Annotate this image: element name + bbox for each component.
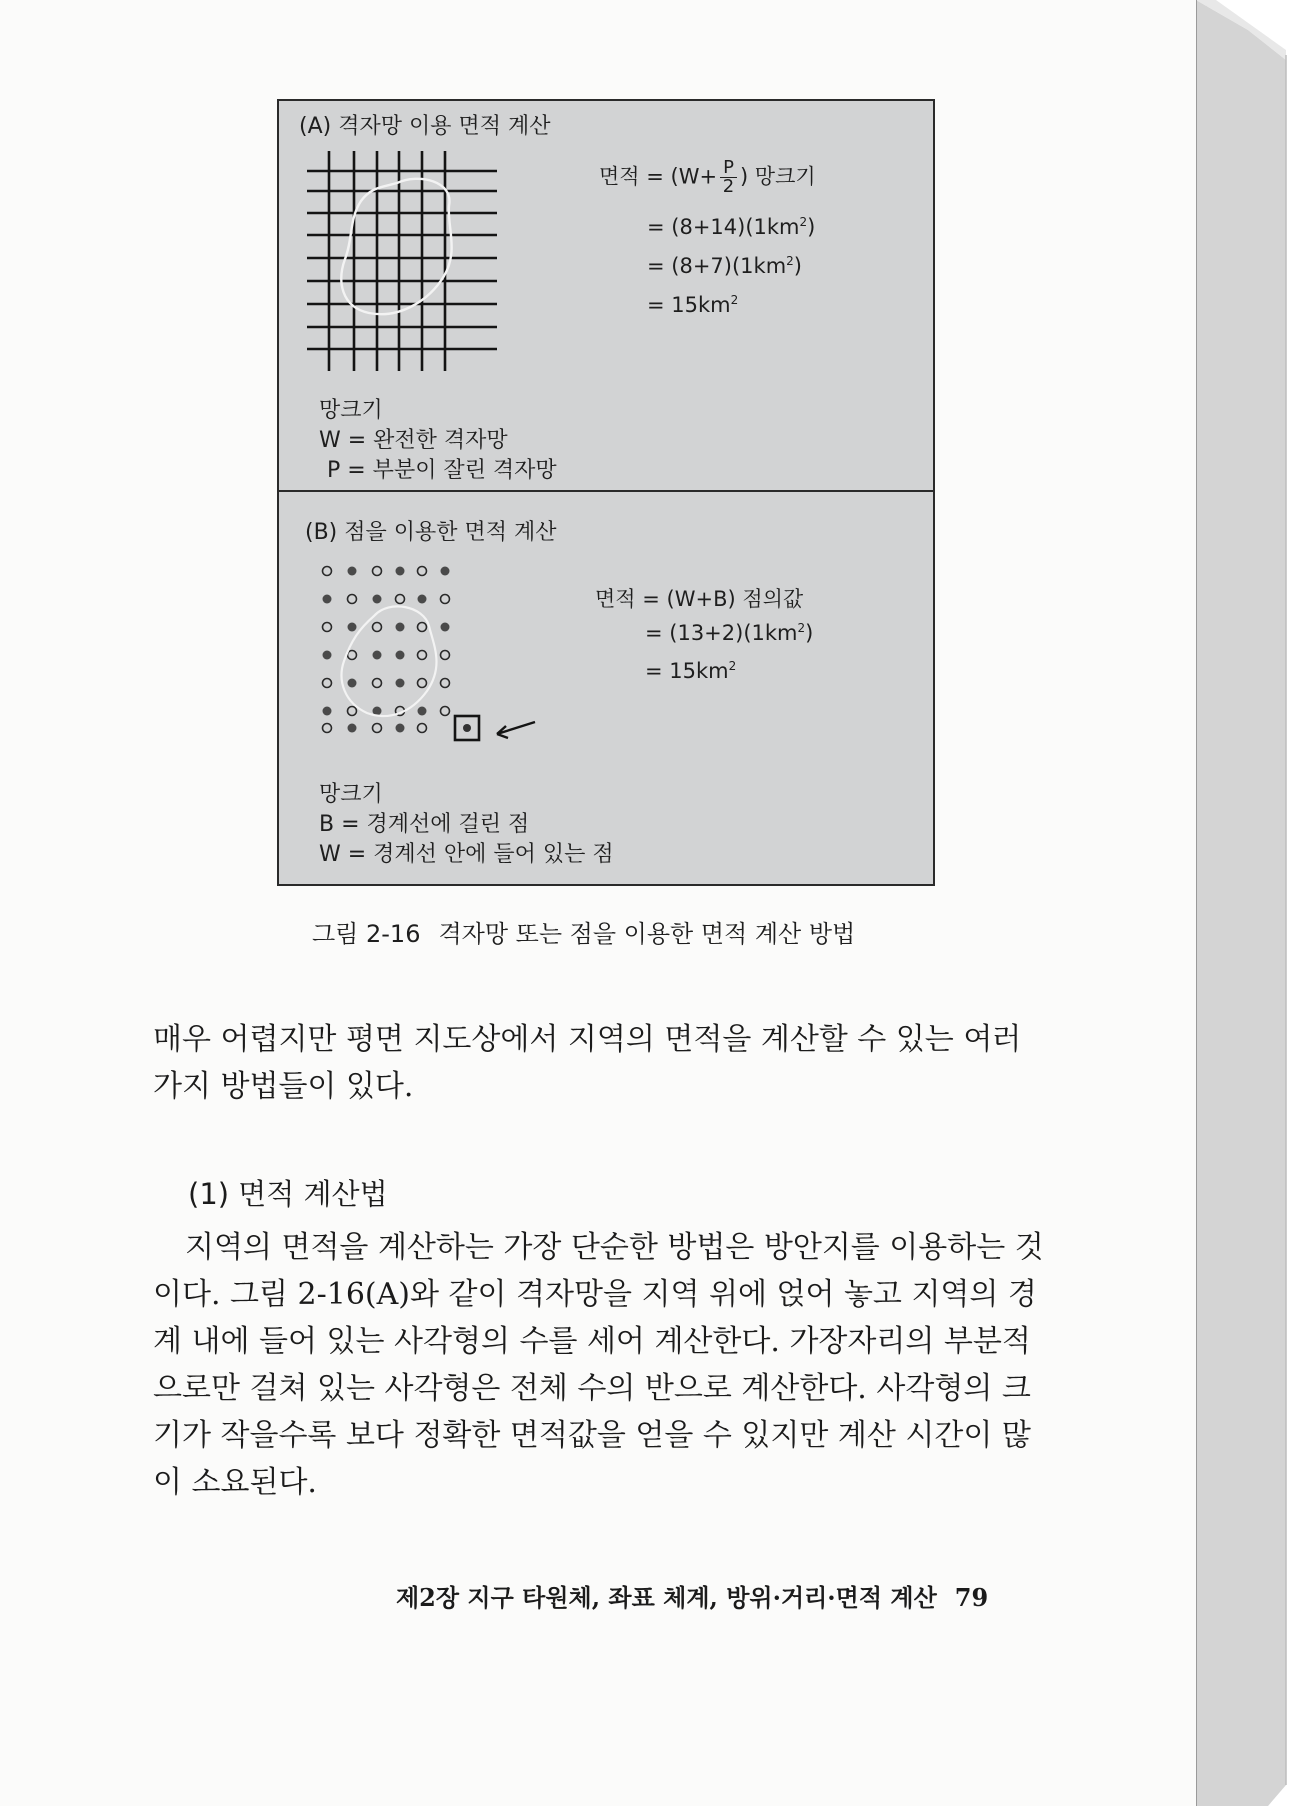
dot-filled bbox=[348, 567, 357, 576]
page-number: 79 bbox=[954, 1583, 989, 1612]
panel-a-formula-1 bbox=[599, 159, 816, 196]
dot-hollow bbox=[418, 623, 427, 632]
dot-matrix bbox=[323, 567, 472, 733]
panel-divider bbox=[279, 490, 933, 492]
dot-filled bbox=[373, 651, 382, 660]
panel-a-legend-p: P = 부분이 잘린 격자망 bbox=[327, 458, 557, 483]
caption-text: 격자망 또는 점을 이용한 면적 계산 방법 bbox=[438, 920, 856, 948]
fraction-denominator: 2 bbox=[722, 176, 735, 197]
dot-filled bbox=[396, 679, 405, 688]
superscript: 2 bbox=[786, 254, 794, 268]
dot-filled bbox=[323, 595, 332, 604]
superscript: 2 bbox=[797, 621, 806, 635]
dot-filled bbox=[396, 651, 405, 660]
region-boundary-a bbox=[341, 179, 451, 314]
dot-hollow bbox=[418, 651, 427, 660]
dot-hollow bbox=[348, 707, 357, 716]
dot-filled bbox=[323, 651, 332, 660]
book-side-edge bbox=[1196, 0, 1292, 1806]
dot-filled bbox=[348, 724, 357, 733]
dot-hollow bbox=[373, 724, 382, 733]
dot-hollow bbox=[348, 651, 357, 660]
dot-filled bbox=[441, 567, 450, 576]
panel-a-title: (A) 격자망 이용 면적 계산 bbox=[299, 114, 551, 139]
close-paren: ) bbox=[805, 621, 814, 645]
page-footer bbox=[396, 1578, 988, 1613]
formula-line-text: = (8+14)(1km bbox=[647, 215, 800, 239]
dot-hollow bbox=[441, 679, 450, 688]
dot-hollow bbox=[441, 595, 450, 604]
panel-b-legend-title: 망크기 bbox=[319, 782, 383, 807]
formula-line-text: = 15km bbox=[647, 293, 731, 317]
formula-rhs: ) 망크기 bbox=[739, 164, 816, 189]
panel-b-legend-w: W = 경계선 안에 들어 있는 점 bbox=[319, 842, 614, 867]
panel-b-formula-1: 면적 = (W+B) 점의값 bbox=[595, 587, 804, 611]
fraction bbox=[720, 159, 737, 196]
formula-line-text: = (13+2)(1km bbox=[645, 621, 798, 645]
panel-a-formula-2 bbox=[647, 215, 815, 239]
fraction-numerator: P bbox=[720, 159, 737, 178]
superscript: 2 bbox=[728, 659, 737, 673]
dot-hollow bbox=[323, 623, 332, 632]
figure-2-16 bbox=[277, 99, 935, 886]
dot-hollow bbox=[348, 595, 357, 604]
dot-filled bbox=[418, 707, 427, 716]
dot-filled bbox=[418, 595, 427, 604]
panel-a-formula-4 bbox=[647, 293, 738, 317]
dot-hollow bbox=[323, 567, 332, 576]
pointer-arrow bbox=[497, 722, 535, 738]
dot-hollow bbox=[418, 567, 427, 576]
close-paren: ) bbox=[793, 254, 802, 278]
panel-b-title: (B) 점을 이용한 면적 계산 bbox=[305, 520, 557, 545]
dot-filled bbox=[396, 623, 405, 632]
superscript: 2 bbox=[730, 293, 739, 307]
dot-hollow bbox=[373, 623, 382, 632]
dot-filled bbox=[396, 567, 405, 576]
dot-hollow bbox=[323, 679, 332, 688]
intro-paragraph: 매우 어렵지만 평면 지도상에서 지역의 면적을 계산할 수 있는 여러 가지 방법들이 있다. bbox=[153, 1022, 1022, 1104]
dot-hollow bbox=[323, 724, 332, 733]
dot-hollow bbox=[441, 707, 450, 716]
close-paren: ) bbox=[807, 215, 816, 239]
dot-hollow bbox=[418, 679, 427, 688]
dot-hollow bbox=[396, 595, 405, 604]
dot-hollow bbox=[373, 679, 382, 688]
panel-b-formula-2 bbox=[645, 621, 813, 645]
superscript: 2 bbox=[799, 215, 808, 229]
dot-filled bbox=[373, 595, 382, 604]
panel-b-formula-3 bbox=[645, 659, 736, 683]
dot-hollow bbox=[418, 724, 427, 733]
figure-graphics bbox=[279, 101, 937, 888]
dot-filled bbox=[396, 724, 405, 733]
body-paragraph: 지역의 면적을 계산하는 가장 단순한 방법은 방안지를 이용하는 것이다. 그림 2-16(A)와 같이 격자망을 지역 위에 얹어 놓고 지역의 경계 내에 들어 있는 사각형의 수를 세어 계산한다. 가장자리의 부분적으로만 걸쳐 있는 사각형은 전체 수의 반으로 계산한다. 사각형의 크기가 작을수록 보다 정확한 면적값을 얻을 수 있지만 계산 시간이 많이 소요된다. bbox=[153, 1230, 1044, 1500]
dot-filled bbox=[323, 707, 332, 716]
grid-mesh bbox=[307, 151, 497, 371]
panel-a-legend-w: W = 완전한 격자망 bbox=[319, 428, 508, 453]
dot-hollow bbox=[373, 567, 382, 576]
panel-a-formula-3 bbox=[647, 254, 802, 278]
formula-lhs: 면적 = (W+ bbox=[599, 164, 718, 189]
panel-b-legend-b: B = 경계선에 걸린 점 bbox=[319, 812, 530, 837]
dot-filled bbox=[348, 623, 357, 632]
section-heading: (1) 면적 계산법 bbox=[188, 1177, 388, 1211]
caption-label: 그림 2-16 bbox=[312, 920, 421, 948]
dot-filled bbox=[348, 679, 357, 688]
dot-hollow bbox=[441, 651, 450, 660]
dot-filled bbox=[441, 623, 450, 632]
formula-line-text: = 15km bbox=[645, 659, 729, 683]
figure-caption bbox=[312, 914, 855, 949]
footer-chapter: 제2장 지구 타원체, 좌표 체계, 방위·거리·면적 계산 bbox=[396, 1583, 937, 1612]
panel-a-legend-title: 망크기 bbox=[319, 398, 383, 423]
dot-filled bbox=[463, 724, 471, 732]
formula-line-text: = (8+7)(1km bbox=[647, 254, 787, 278]
